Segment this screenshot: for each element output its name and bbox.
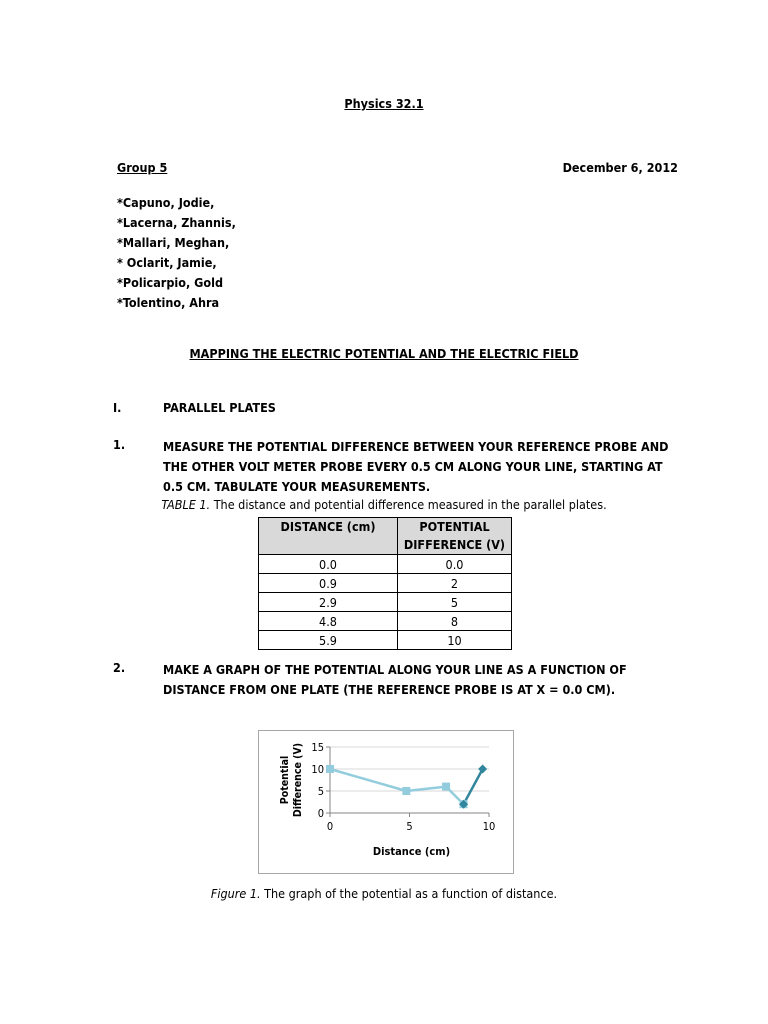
section-title: PARALLEL PLATES [163,400,276,415]
potential-cell: 10 [398,631,512,650]
table-header-row [259,518,512,555]
question-1-number: 1. [113,437,126,452]
data-point [402,787,410,795]
group-label: Group 5 [117,160,168,175]
data-point [478,765,487,774]
header-potential: POTENTIAL DIFFERENCE (V) [398,518,512,555]
table-row [259,555,512,574]
y-tick-label: 0 [317,807,324,820]
y-tick-label: 15 [311,741,324,754]
potential-cell: 5 [398,593,512,612]
potential-chart [259,731,513,873]
data-point [326,765,334,773]
member-name: *Lacerna, Zhannis, [117,215,236,230]
potential-cell: 8 [398,612,512,631]
x-tick-label: 5 [406,820,413,833]
y-tick-label: 10 [311,763,324,776]
question-1-text: MEASURE THE POTENTIAL DIFFERENCE BETWEEN YOUR REFERENCE PROBE AND THE OTHER VOLT METER PROBE EVERY 0.5 CM ALONG YOUR LINE, STARTING AT 0.5 CM. TABULATE YOUR MEASUREMENTS. [163,439,669,494]
table-row [259,574,512,593]
distance-cell: 2.9 [259,593,398,612]
distance-cell: 0.0 [259,555,398,574]
table-row [259,612,512,631]
member-name: * Oclarit, Jamie, [117,255,217,270]
distance-cell: 5.9 [259,631,398,650]
x-axis-title: Distance (cm) [372,845,451,858]
y-tick-label: 5 [317,785,324,798]
member-name: *Tolentino, Ahra [117,295,220,310]
section-number: I. [113,400,122,415]
member-list [117,193,236,313]
table-1-caption-text: The distance and potential difference measured in the parallel plates. [210,497,607,512]
question-2-text: MAKE A GRAPH OF THE POTENTIAL ALONG YOUR LINE AS A FUNCTION OF DISTANCE FROM ONE PLATE (THE REFERENCE PROBE IS AT X = 0.0 CM). [163,662,627,697]
table-row [259,631,512,650]
chart-frame [258,730,514,874]
question-2-number: 2. [113,660,126,675]
distance-cell: 4.8 [259,612,398,631]
experiment-heading: MAPPING THE ELECTRIC POTENTIAL AND THE ELECTRIC FIELD [189,346,579,361]
figure-1-caption-label: Figure 1. [210,886,261,901]
header-distance: DISTANCE (cm) [259,518,398,555]
table-1-caption [0,497,768,512]
distance-cell: 0.9 [259,574,398,593]
document-date: December 6, 2012 [562,160,678,175]
member-name: *Mallari, Meghan, [117,235,230,250]
table-row [259,593,512,612]
potential-cell: 0.0 [398,555,512,574]
member-name: *Policarpio, Gold [117,275,224,290]
table-1-caption-label: TABLE 1. [161,497,211,512]
member-name: *Capuno, Jodie, [117,195,215,210]
potential-cell: 2 [398,574,512,593]
figure-1-caption [0,886,768,901]
document-title: Physics 32.1 [344,96,424,111]
x-tick-label: 10 [482,820,496,833]
series-line [464,769,483,804]
figure-1-caption-text: The graph of the potential as a function of distance. [260,886,558,901]
x-tick-label: 0 [326,820,334,833]
data-table [258,517,512,650]
y-axis-title: PotentialDifference (V) [279,742,304,818]
data-point [442,783,450,791]
